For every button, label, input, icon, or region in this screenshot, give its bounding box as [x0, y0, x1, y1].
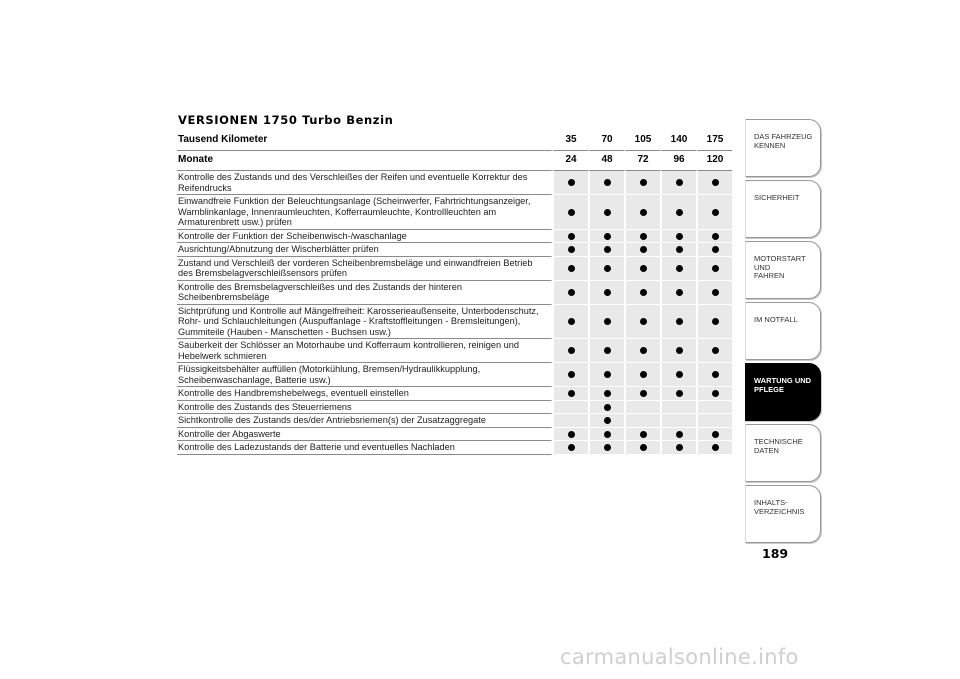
interval-cell — [552, 363, 588, 387]
check-dot-icon — [568, 289, 575, 296]
check-dot-icon — [604, 246, 611, 253]
table-row — [177, 414, 732, 428]
interval-cell — [660, 387, 696, 401]
header-months-value: 48 — [588, 151, 624, 171]
check-dot-icon — [568, 233, 575, 240]
interval-cell — [588, 243, 624, 257]
header-months — [177, 151, 732, 171]
interval-cell — [660, 401, 696, 415]
interval-cell — [588, 257, 624, 281]
interval-cell — [624, 428, 660, 442]
interval-cell — [624, 257, 660, 281]
nav-tab[interactable]: SICHERHEIT — [745, 180, 821, 238]
check-dot-icon — [640, 390, 647, 397]
header-kilometers-label: Tausend Kilometer — [177, 131, 552, 151]
table-row — [177, 363, 732, 387]
check-dot-icon — [604, 371, 611, 378]
interval-cell — [624, 401, 660, 415]
table-row — [177, 428, 732, 442]
interval-cell — [696, 281, 732, 305]
check-dot-icon — [568, 265, 575, 272]
check-dot-icon — [640, 233, 647, 240]
chapter-nav — [745, 119, 821, 546]
nav-tab[interactable]: IM NOTFALL — [745, 302, 821, 360]
check-dot-icon — [604, 179, 611, 186]
interval-cell — [660, 243, 696, 257]
check-dot-icon — [604, 233, 611, 240]
check-dot-icon — [676, 179, 683, 186]
check-dot-icon — [604, 431, 611, 438]
check-dot-icon — [604, 265, 611, 272]
interval-cell — [696, 387, 732, 401]
check-dot-icon — [712, 431, 719, 438]
interval-cell — [624, 230, 660, 244]
check-dot-icon — [676, 347, 683, 354]
interval-cell — [588, 363, 624, 387]
watermark: carmanualsonline.info — [560, 645, 799, 669]
interval-cell — [660, 414, 696, 428]
row-description: Einwandfreie Funktion der Beleuchtungsanlage (Scheinwerfer, Fahrtrichtungsanzeiger, Warnblinkanlage, Innenraumleuchten, Kofferraumleuchte, Kontrollleuchten am Armaturenbrett usw.) prüfen — [177, 195, 552, 230]
check-dot-icon — [712, 233, 719, 240]
interval-cell — [660, 257, 696, 281]
interval-cell — [660, 171, 696, 195]
interval-cell — [588, 281, 624, 305]
row-description: Ausrichtung/Abnutzung der Wischerblätter prüfen — [177, 243, 552, 257]
interval-cell — [588, 230, 624, 244]
check-dot-icon — [604, 347, 611, 354]
row-description: Kontrolle des Zustands und des Verschleißes der Reifen und eventuelle Korrektur des Reifendrucks — [177, 171, 552, 195]
interval-cell — [696, 243, 732, 257]
header-kilometers-value: 175 — [696, 131, 732, 151]
interval-cell — [624, 281, 660, 305]
interval-cell — [552, 339, 588, 363]
interval-cell — [660, 339, 696, 363]
check-dot-icon — [712, 265, 719, 272]
page-number: 189 — [762, 546, 789, 561]
nav-tab[interactable]: DAS FAHRZEUG KENNEN — [745, 119, 821, 177]
interval-cell — [696, 339, 732, 363]
interval-cell — [588, 401, 624, 415]
interval-cell — [624, 305, 660, 340]
check-dot-icon — [640, 209, 647, 216]
check-dot-icon — [712, 444, 719, 451]
row-description: Kontrolle der Funktion der Scheibenwisch-/waschanlage — [177, 230, 552, 244]
check-dot-icon — [568, 209, 575, 216]
row-description: Kontrolle des Ladezustands der Batterie und eventuelles Nachladen — [177, 441, 552, 455]
header-months-value: 96 — [660, 151, 696, 171]
interval-cell — [624, 171, 660, 195]
table-row — [177, 195, 732, 230]
table-row — [177, 171, 732, 195]
table-row — [177, 339, 732, 363]
interval-cell — [696, 428, 732, 442]
check-dot-icon — [676, 318, 683, 325]
table-row — [177, 441, 732, 455]
row-description: Kontrolle der Abgaswerte — [177, 428, 552, 442]
nav-tab[interactable]: WARTUNG UND PFLEGE — [745, 363, 821, 421]
interval-cell — [552, 401, 588, 415]
check-dot-icon — [712, 209, 719, 216]
interval-cell — [624, 243, 660, 257]
interval-cell — [552, 387, 588, 401]
maintenance-table — [177, 131, 732, 455]
interval-cell — [660, 195, 696, 230]
interval-cell — [588, 387, 624, 401]
table-row — [177, 401, 732, 415]
interval-cell — [588, 195, 624, 230]
check-dot-icon — [712, 318, 719, 325]
interval-cell — [552, 428, 588, 442]
table-row — [177, 243, 732, 257]
interval-cell — [660, 305, 696, 340]
interval-cell — [696, 441, 732, 455]
check-dot-icon — [640, 179, 647, 186]
interval-cell — [588, 414, 624, 428]
row-description: Sauberkeit der Schlösser an Motorhaube und Kofferraum kontrollieren, reinigen und Hebelwerk schmieren — [177, 339, 552, 363]
row-description: Sichtprüfung und Kontrolle auf Mängelfreiheit: Karosserieaußenseite, Unterbodenschutz, Rohr- und Schlauchleitungen (Auspuffanlage - Kraftstoffleitungen - Bremsleitungen), Gummiteile (Hauben - Manschetten - Buchsen usw.) — [177, 305, 552, 340]
check-dot-icon — [604, 289, 611, 296]
check-dot-icon — [640, 246, 647, 253]
header-months-label: Monate — [177, 151, 552, 171]
header-months-value: 24 — [552, 151, 588, 171]
check-dot-icon — [640, 289, 647, 296]
check-dot-icon — [640, 265, 647, 272]
check-dot-icon — [712, 371, 719, 378]
interval-cell — [552, 230, 588, 244]
header-kilometers-value: 140 — [660, 131, 696, 151]
check-dot-icon — [676, 246, 683, 253]
check-dot-icon — [604, 444, 611, 451]
interval-cell — [696, 305, 732, 340]
interval-cell — [552, 441, 588, 455]
check-dot-icon — [568, 318, 575, 325]
interval-cell — [624, 387, 660, 401]
interval-cell — [696, 363, 732, 387]
check-dot-icon — [640, 318, 647, 325]
row-description: Kontrolle des Handbremshebelwegs, eventuell einstellen — [177, 387, 552, 401]
check-dot-icon — [568, 371, 575, 378]
check-dot-icon — [676, 444, 683, 451]
check-dot-icon — [676, 371, 683, 378]
check-dot-icon — [676, 289, 683, 296]
interval-cell — [552, 305, 588, 340]
check-dot-icon — [604, 318, 611, 325]
check-dot-icon — [604, 390, 611, 397]
interval-cell — [588, 171, 624, 195]
interval-cell — [660, 428, 696, 442]
interval-cell — [660, 363, 696, 387]
check-dot-icon — [604, 209, 611, 216]
header-kilometers-value: 70 — [588, 131, 624, 151]
check-dot-icon — [640, 444, 647, 451]
interval-cell — [696, 171, 732, 195]
check-dot-icon — [604, 404, 611, 411]
interval-cell — [624, 441, 660, 455]
interval-cell — [588, 441, 624, 455]
check-dot-icon — [568, 390, 575, 397]
nav-tab[interactable]: INHALTS- VERZEICHNIS — [745, 485, 821, 543]
nav-tab[interactable]: TECHNISCHE DATEN — [745, 424, 821, 482]
interval-cell — [660, 441, 696, 455]
interval-cell — [696, 401, 732, 415]
table-row — [177, 281, 732, 305]
check-dot-icon — [568, 444, 575, 451]
interval-cell — [696, 195, 732, 230]
check-dot-icon — [712, 246, 719, 253]
interval-cell — [588, 339, 624, 363]
check-dot-icon — [676, 265, 683, 272]
interval-cell — [588, 428, 624, 442]
check-dot-icon — [712, 289, 719, 296]
interval-cell — [552, 171, 588, 195]
row-description: Kontrolle des Zustands des Steuerriemens — [177, 401, 552, 415]
check-dot-icon — [640, 371, 647, 378]
interval-cell — [660, 230, 696, 244]
interval-cell — [696, 414, 732, 428]
table-row — [177, 387, 732, 401]
check-dot-icon — [712, 347, 719, 354]
check-dot-icon — [568, 431, 575, 438]
interval-cell — [624, 339, 660, 363]
check-dot-icon — [712, 179, 719, 186]
interval-cell — [552, 243, 588, 257]
check-dot-icon — [604, 417, 611, 424]
table-row — [177, 230, 732, 244]
check-dot-icon — [568, 246, 575, 253]
check-dot-icon — [676, 431, 683, 438]
interval-cell — [624, 414, 660, 428]
row-description: Zustand und Verschleiß der vorderen Scheibenbremsbeläge und einwandfreien Betrieb des Bremsbelagverschleißsensors prüfen — [177, 257, 552, 281]
interval-cell — [588, 305, 624, 340]
interval-cell — [696, 230, 732, 244]
interval-cell — [552, 414, 588, 428]
check-dot-icon — [568, 347, 575, 354]
check-dot-icon — [676, 390, 683, 397]
header-kilometers-value: 105 — [624, 131, 660, 151]
header-kilometers-value: 35 — [552, 131, 588, 151]
page-title: VERSIONEN 1750 Turbo Benzin — [178, 113, 394, 127]
interval-cell — [552, 257, 588, 281]
interval-cell — [624, 195, 660, 230]
check-dot-icon — [640, 347, 647, 354]
row-description: Flüssigkeitsbehälter auffüllen (Motorkühlung, Bremsen/Hydraulikkupplung, Scheibenwaschanlage, Batterie usw.) — [177, 363, 552, 387]
table-row — [177, 257, 732, 281]
interval-cell — [552, 195, 588, 230]
interval-cell — [660, 281, 696, 305]
row-description: Sichtkontrolle des Zustands des/der Antriebsriemen(s) der Zusatzaggregate — [177, 414, 552, 428]
table-row — [177, 305, 732, 340]
check-dot-icon — [676, 209, 683, 216]
row-description: Kontrolle des Bremsbelagverschleißes und des Zustands der hinteren Scheibenbremsbeläge — [177, 281, 552, 305]
header-kilometers — [177, 131, 732, 151]
check-dot-icon — [640, 431, 647, 438]
check-dot-icon — [712, 390, 719, 397]
nav-tab[interactable]: MOTORSTART UND FAHREN — [745, 241, 821, 299]
interval-cell — [624, 363, 660, 387]
check-dot-icon — [676, 233, 683, 240]
check-dot-icon — [568, 179, 575, 186]
interval-cell — [696, 257, 732, 281]
header-months-value: 72 — [624, 151, 660, 171]
interval-cell — [552, 281, 588, 305]
header-months-value: 120 — [696, 151, 732, 171]
